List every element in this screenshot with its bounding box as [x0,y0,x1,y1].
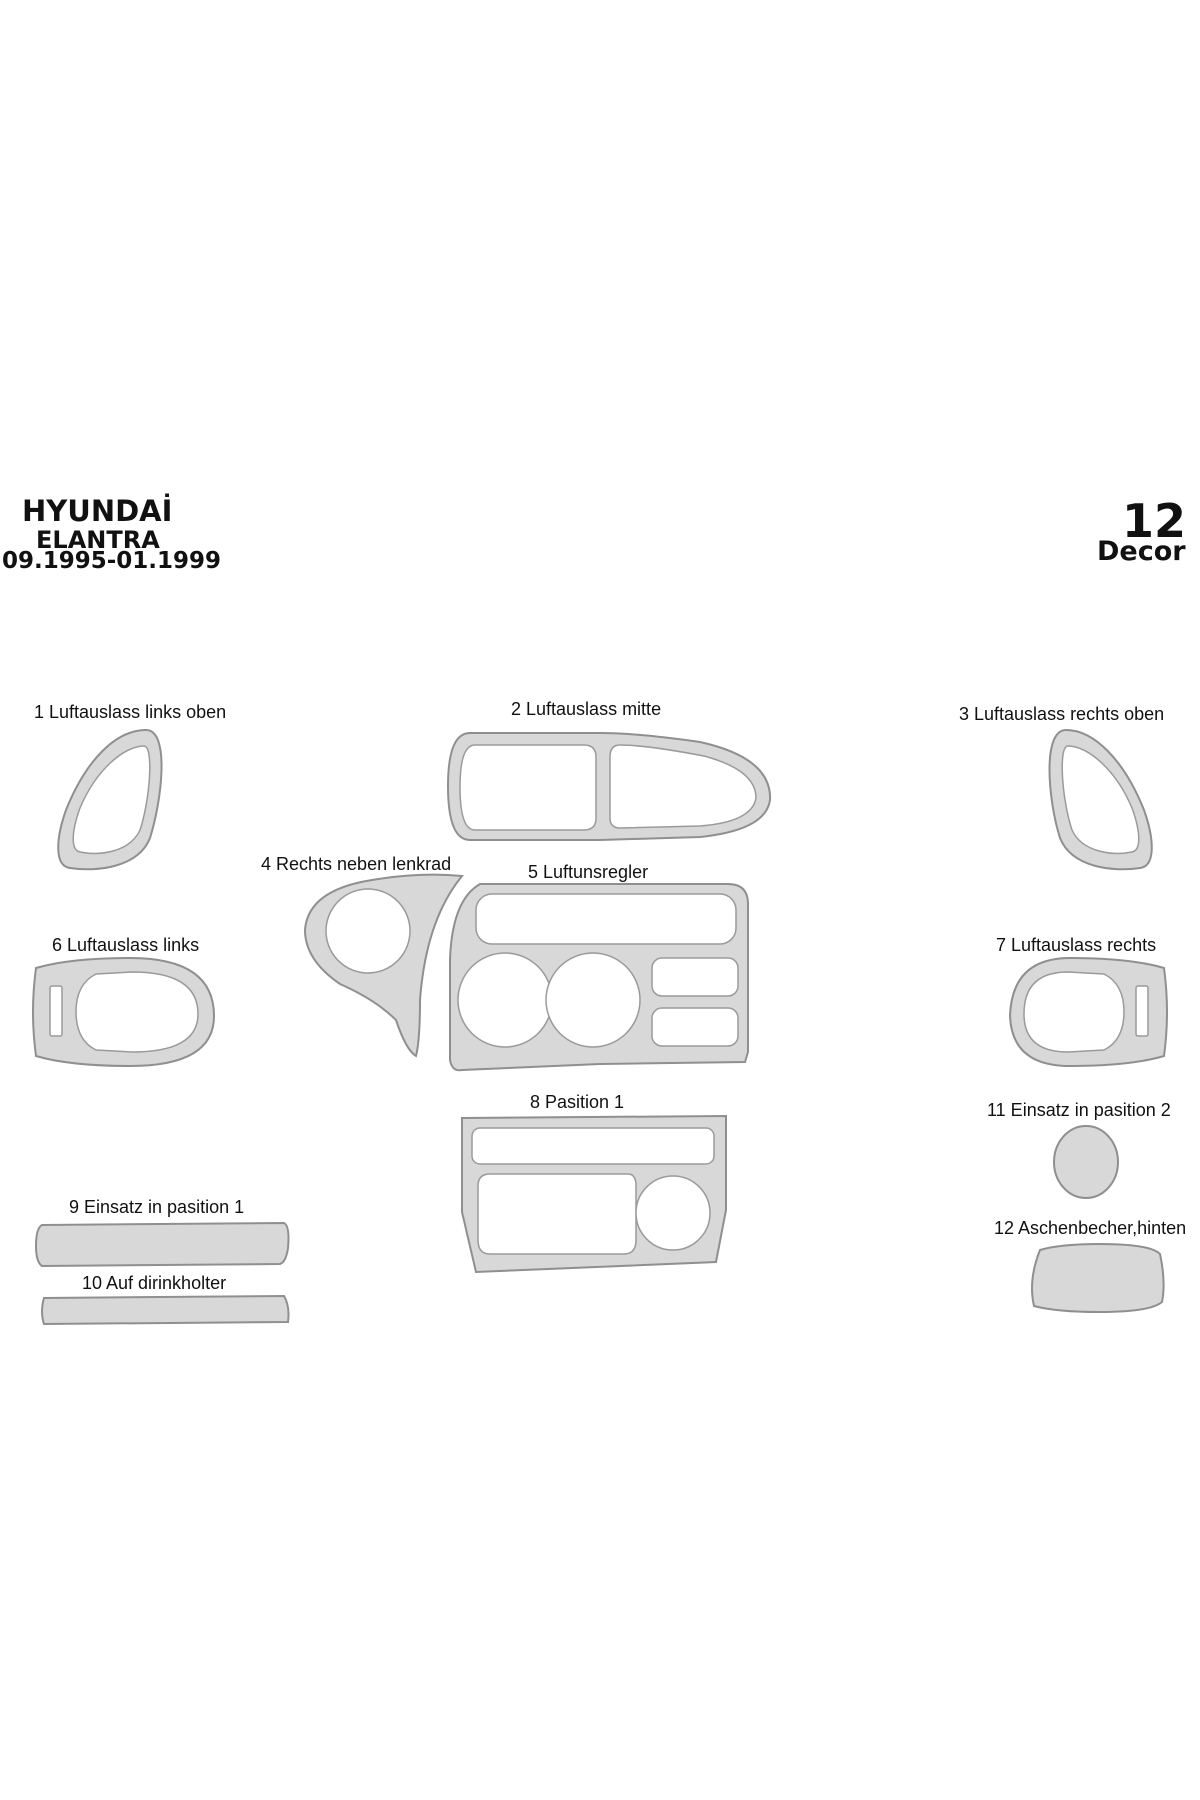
part-label-11: 11 Einsatz in pasition 2 [987,1100,1171,1120]
part-label-4: 4 Rechts neben lenkrad [261,854,452,874]
part-7-vent-right [1010,958,1167,1066]
piece-count: 12 [1122,494,1187,548]
part-11-insert-position-2 [1054,1126,1118,1198]
part-label-10: 10 Auf dirinkholter [82,1273,227,1293]
part-9-insert-position-1 [36,1223,289,1266]
part-12-rear-ashtray [1032,1244,1164,1312]
part-4-trim-beside-steering-wheel [305,875,462,1056]
part-label-6: 6 Luftauslass links [52,935,200,955]
part-label-9: 9 Einsatz in pasition 1 [69,1197,245,1217]
piece-count-label: Decor [1097,536,1186,567]
part-label-2: 2 Luftauslass mitte [511,699,662,719]
part-5-climate-control-panel [450,884,748,1070]
part-10-drink-holder-strip [42,1296,289,1324]
part-3-vent-ring-right-upper [1050,730,1152,869]
part-6-vent-left [33,958,214,1066]
model-title: ELANTRA [36,526,160,554]
part-label-3: 3 Luftauslass rechts oben [959,704,1165,724]
part-label-1: 1 Luftauslass links oben [34,702,227,722]
part-label-12: 12 Aschenbecher,hinten [994,1218,1187,1238]
part-2-vent-center [448,733,770,840]
brand-title: HYUNDAİ [22,494,173,528]
part-8-position-1-panel [462,1116,726,1272]
part-1-vent-ring-left-upper [58,730,161,869]
year-range: 09.1995-01.1999 [2,548,222,574]
part-label-8: 8 Pasition 1 [530,1092,625,1112]
part-label-5: 5 Luftunsregler [528,862,649,882]
part-label-7: 7 Luftauslass rechts [996,935,1157,955]
